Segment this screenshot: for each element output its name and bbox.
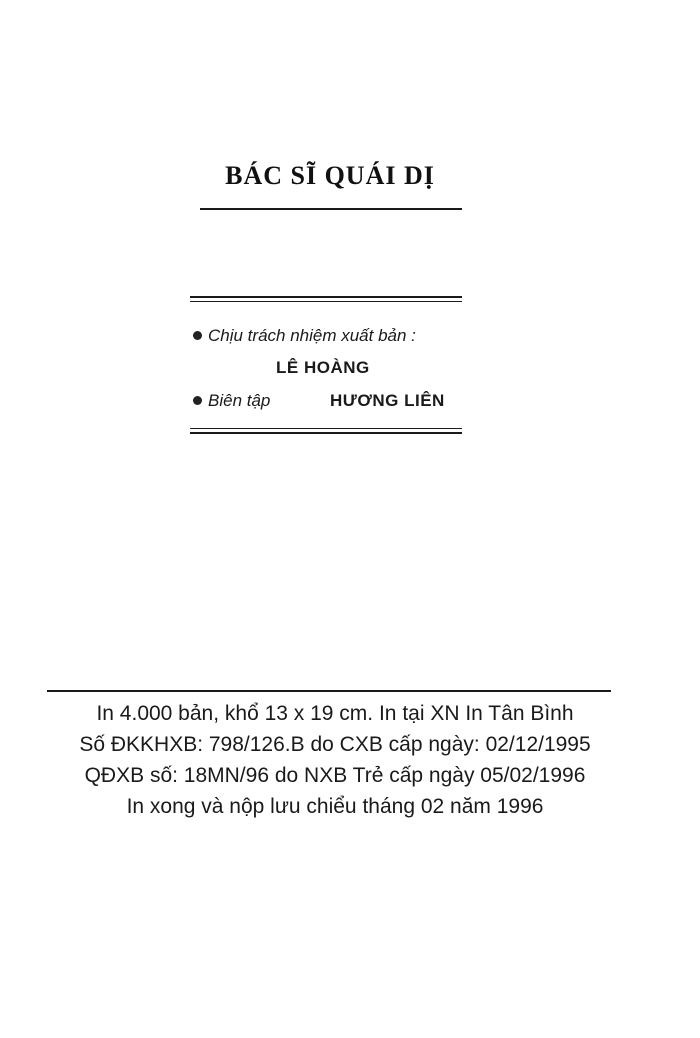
editor-row [193, 391, 270, 411]
credits-bottom-rule [190, 428, 462, 429]
editor-name: HƯƠNG LIÊN [330, 391, 445, 410]
credits-bottom-rule-secondary [190, 432, 462, 434]
publisher-responsible-label: Chịu trách nhiệm xuất bản : [208, 326, 416, 345]
credits-top-rule [190, 296, 462, 298]
colophon-publishing-decision: QĐXB số: 18MN/96 do NXB Trẻ cấp ngày 05/02/1996 [84, 764, 586, 787]
book-title: BÁC SĨ QUÁI DỊ [225, 161, 435, 190]
bullet-icon [193, 396, 202, 405]
publisher-responsible-name: LÊ HOÀNG [276, 358, 370, 377]
editor-label: Biên tập [208, 391, 271, 410]
colophon-deposit: In xong và nộp lưu chiểu tháng 02 năm 1996 [126, 795, 544, 818]
colophon [40, 698, 630, 822]
credits-top-rule-secondary [190, 301, 462, 302]
bullet-icon [193, 331, 202, 340]
colophon-registration: Số ĐKKHXB: 798/126.B do CXB cấp ngày: 02/12/1995 [79, 733, 591, 756]
title-underline [200, 208, 462, 210]
colophon-print-run: In 4.000 bản, khổ 13 x 19 cm. In tại XN In Tân Bình [96, 702, 574, 725]
colophon-top-rule [47, 690, 611, 692]
publisher-responsible-row [193, 326, 416, 346]
